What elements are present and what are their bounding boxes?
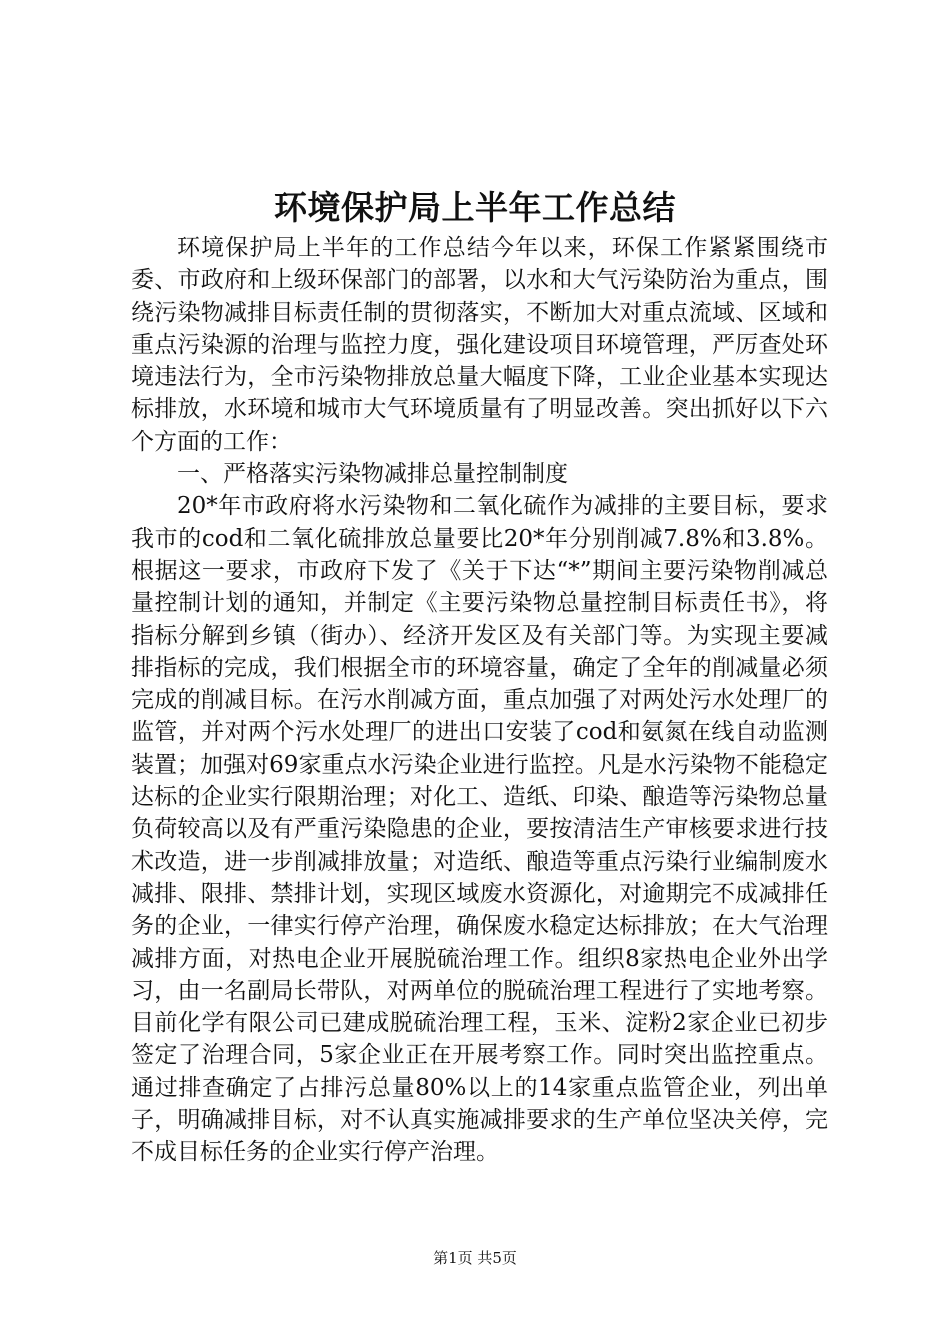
- section-heading: 一、严格落实污染物减排总量控制制度: [177, 461, 568, 488]
- document-body: [131, 232, 828, 1169]
- document-title: 环境保护局上半年工作总结: [274, 188, 676, 227]
- page-number-footer: 第1页 共5页: [433, 1249, 517, 1267]
- intro-paragraph: 环境保护局上半年的工作总结今年以来，环保工作紧紧围绕市委、市政府和上级环保部门的部署，以水和大气污染防治为重点，围绕污染物减排目标责任制的贯彻落实，不断加大对重点流域、区域和重点污染源的治理与监控力度，强化建设项目环境管理，严厉查处环境违法行为，全市污染物排放总量大幅度下降，工业企业基本实现达标排放，水环境和城市大气环境质量有了明显改善。突出抓好以下六个方面的工作：: [131, 235, 828, 455]
- section-paragraph: 20*年市政府将水污染物和二氧化硫作为减排的主要目标，要求我市的cod和二氧化硫排放总量要比20*年分别削减7.8%和3.8%。根据这一要求，市政府下发了《关于下达“*”期间主要污染物削减总量控制计划的通知，并制定《主要污染物总量控制目标责任书》，将指标分解到乡镇（街办）、经济开发区及有关部门等。为实现主要减排指标的完成，我们根据全市的环境容量，确定了全年的削减量必须完成的削减目标。在污水削减方面，重点加强了对两处污水处理厂的监管，并对两个污水处理厂的进出口安装了cod和氨氮在线自动监测装置；加强对69家重点水污染企业进行监控。凡是水污染物不能稳定达标的企业实行限期治理；对化工、造纸、印染、酿造等污染物总量负荷较高以及有严重污染隐患的企业，要按清洁生产审核要求进行技术改造，进一步削减排放量；对造纸、酿造等重点污染行业编制废水减排、限排、禁排计划，实现区域废水资源化，对逾期完不成减排任务的企业，一律实行停产治理，确保废水稳定达标排放；在大气治理减排方面，对热电企业开展脱硫治理工作。组织8家热电企业外出学习，由一名副局长带队，对两单位的脱硫治理工程进行了实地考察。目前化学有限公司已建成脱硫治理工程，玉米、淀粉2家企业已初步签定了治理合同，5家企业正在开展考察工作。同时突出监控重点。通过排查确定了占排污总量80%以上的14家重点监管企业，列出单子，明确减排目标，对不认真实施减排要求的生产单位坚决关停，完不成目标任务的企业实行停产治理。: [131, 493, 828, 1166]
